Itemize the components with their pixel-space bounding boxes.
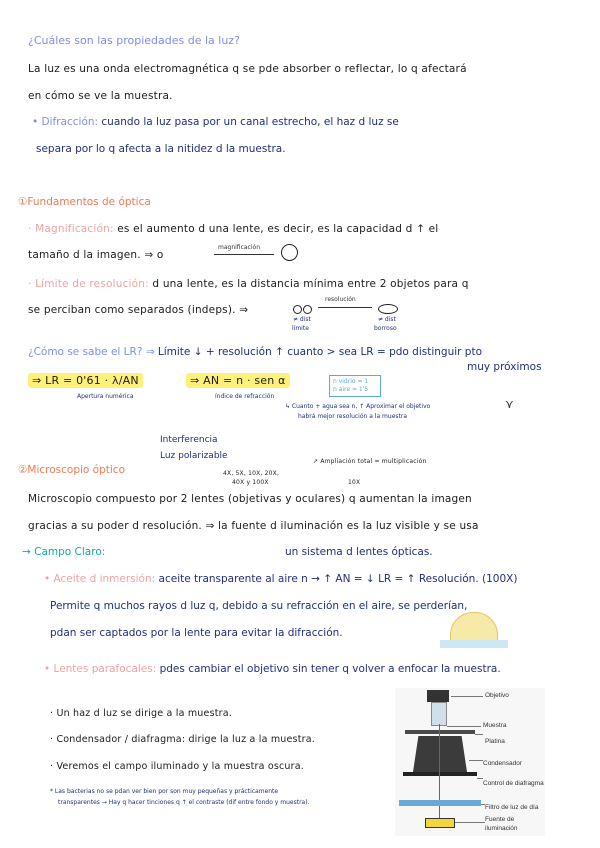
paragraph-line: Microscopio compuesto por 2 lentes (objetivas y oculares) q aumentan la imagen	[28, 493, 472, 505]
bullet-diffraction	[32, 117, 399, 128]
magnification-arrow	[214, 254, 274, 255]
stage-shape	[405, 730, 475, 734]
diagram-label: Muestra	[483, 722, 507, 729]
caption: ≠ dist	[378, 316, 396, 323]
filter-shape	[399, 800, 481, 806]
formula-an: ⇒ AN = n · sen α	[186, 373, 290, 388]
annotation: ↗ Ampliación total = multiplicación	[313, 458, 427, 465]
diagram-label: Objetivo	[485, 692, 509, 699]
leader-line	[475, 734, 483, 735]
arrow-label: resolución	[325, 296, 356, 303]
leader-line	[477, 778, 483, 779]
bullet-oil	[44, 574, 517, 585]
question-heading: ¿Cuáles son las propiedades de la luz?	[28, 34, 240, 47]
microscope-diagram	[395, 688, 545, 836]
caption: ≠ dist	[293, 316, 311, 323]
magnification-line	[28, 224, 438, 235]
diagram-label: Fuente de	[485, 816, 515, 823]
bullet-label: • Lentes parafocales:	[44, 663, 157, 675]
question-text: ¿Cómo se sabe el LR? ⇒	[28, 346, 155, 358]
annotation: 4X, 5X, 10X, 20X,	[223, 470, 280, 477]
lens-sketch-icon: ⋎	[505, 397, 514, 411]
section-heading: ①Fundamentos de óptica	[18, 196, 151, 208]
bullet-text: cuando la luz pasa por un canal estrecho, el haz d luz se	[98, 116, 399, 128]
diagram-label: Condensador	[483, 760, 523, 767]
bullet-text: aceite transparente al aire n → ↑ AN = ↓ LR = ↑ Resolución. (100X)	[155, 573, 518, 585]
bullet-text: Permite q muchos rayos d luz q, debido a su refracción en el aire, se perderían,	[50, 600, 468, 612]
footnote: transparentes → Hay q hacer tinciones q ↑ el contraste (dif entre fondo y muestra).	[58, 799, 310, 806]
annotation: 40X y 100X	[232, 479, 269, 486]
bullet-text: separa por lo q afecta a la nitidez d la muestra.	[36, 143, 286, 155]
formula-caption: índice de refracción	[215, 393, 275, 400]
leader-line	[451, 696, 483, 697]
diagram-label: Control de diafragma	[483, 780, 544, 787]
term-text: es el aumento d una lente, es decir, es la capacidad d ↑ el	[113, 223, 439, 235]
diagram-label: iluminación	[485, 825, 518, 832]
section-heading: ②Microscopio óptico	[18, 464, 126, 476]
diagram-label: Filtro de luz de día	[485, 804, 539, 811]
caption: borroso	[374, 325, 397, 332]
light-source-shape	[425, 818, 455, 828]
resolution-line	[28, 279, 469, 290]
step-line: · Condensador / diafragma: dirige la luz a la muestra.	[50, 734, 315, 745]
bullet-text: pdes cambiar el objetivo sin tener q volver a enfocar la muestra.	[156, 663, 501, 675]
leader-line	[455, 822, 485, 823]
magnification-line: tamaño d la imagen. ⇒ o	[28, 249, 164, 261]
step-line: · Veremos el campo iluminado y la muestra oscura.	[50, 761, 305, 772]
subsection-label: → Campo Claro:	[22, 546, 106, 558]
leader-line	[469, 760, 483, 761]
arrow-note: ↳ Cuanto + agua sea n, ↑ Aproximar el objetivo	[285, 403, 431, 410]
bullet-parfocal	[44, 664, 501, 675]
arrow-label: magnificación	[218, 244, 260, 251]
branch-label: Luz polarizable	[160, 451, 228, 461]
blur-ellipse-icon	[378, 304, 398, 314]
oil-drop-sketch	[450, 612, 498, 642]
circle-icon	[303, 305, 312, 314]
question-line	[28, 347, 482, 358]
answer-text: Límite ↓ + resolución ↑ cuanto > sea LR = pdo distinguir pto	[154, 346, 483, 358]
note-box	[329, 375, 381, 397]
answer-text: muy próximos	[467, 361, 542, 373]
circle-icon	[293, 305, 302, 314]
term-text: d una lente, es la distancia mínima entre 2 objetos para q	[148, 278, 469, 290]
paragraph-text: un sistema d lentes ópticas.	[285, 546, 433, 558]
big-circle-icon	[281, 244, 298, 261]
slide-sketch	[440, 640, 508, 648]
diagram-label: Platina	[485, 738, 505, 745]
bullet-label: • Aceite d inmersión:	[44, 573, 156, 585]
resolution-arrow	[318, 307, 372, 308]
bullet-label: • Difracción:	[32, 116, 99, 128]
objective-lens-shape	[431, 702, 447, 726]
formula-lr: ⇒ LR = 0'61 · λ/AN	[28, 373, 143, 388]
bullet-text: pdan ser captados por la lente para evitar la difracción.	[50, 627, 343, 639]
diaphragm-shape	[403, 772, 477, 776]
branch-label: Interferencia	[160, 435, 218, 445]
condenser-shape	[413, 736, 467, 772]
paragraph-text: gracias a su poder d resolución. ⇒ la fuente d iluminación es la luz visible y se usa	[28, 520, 479, 532]
resolution-line: se perciban como separados (indeps). ⇒	[28, 304, 249, 316]
arrow-note: habrá mejor resolución a la muestra	[298, 413, 408, 420]
objective-shape	[427, 690, 449, 702]
leader-line	[447, 726, 481, 727]
note-line: n aire ≈ 1'5	[333, 385, 369, 393]
annotation: 10X	[348, 479, 361, 486]
paragraph-line	[28, 521, 479, 532]
note-line: n vidrio ≈ 1	[333, 378, 369, 385]
paragraph-line: La luz es una onda electromagnética q se pde absorber o reflectar, lo q afectará	[28, 63, 467, 75]
footnote: * Las bacterias no se pdan ver bien por son muy pequeñas y prácticamente	[50, 788, 279, 795]
caption: límite	[292, 325, 309, 332]
term-label: · Límite de resolución:	[28, 278, 149, 290]
light-path	[439, 724, 440, 824]
step-line: · Un haz d luz se dirige a la muestra.	[50, 708, 232, 719]
formula-caption: Apertura numérica	[77, 393, 134, 400]
paragraph-line: en cómo se ve la muestra.	[28, 90, 173, 102]
term-label: · Magnificación:	[28, 223, 114, 235]
